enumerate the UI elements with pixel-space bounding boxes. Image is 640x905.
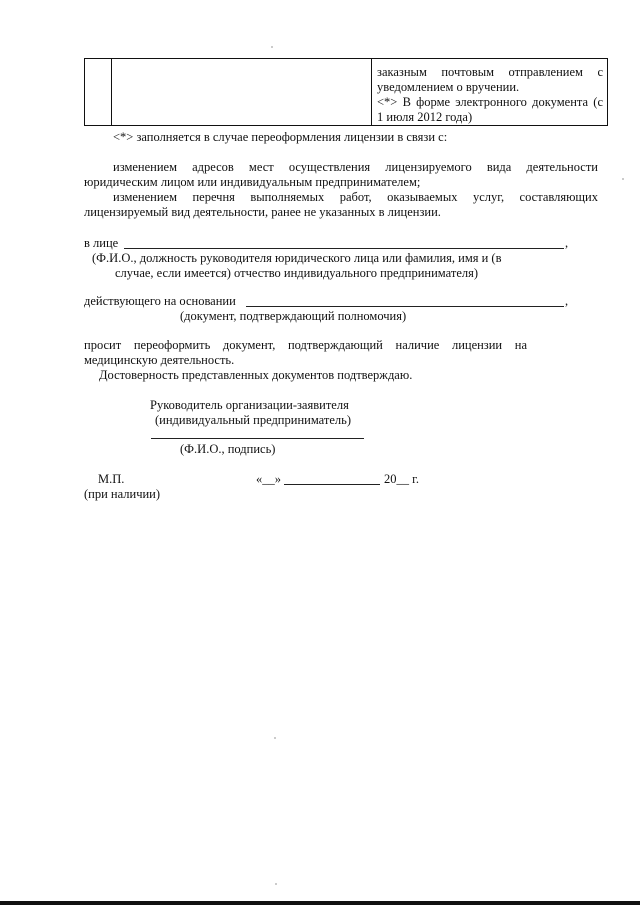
paragraph-address-change-line2: юридическим лицом или индивидуальным предпринимателем;	[84, 175, 421, 189]
basis-trailing-comma: ,	[565, 294, 569, 308]
table-cell-line: 1 июля 2012 года)	[377, 110, 473, 124]
basis-document-field[interactable]	[246, 306, 564, 307]
signature-field[interactable]	[151, 438, 364, 439]
stamp-note: (при наличии)	[84, 487, 161, 501]
table-cell-line: уведомлением о вручении.	[377, 80, 520, 94]
paragraph-works-change-line2: лицензируемый вид деятельности, ранее не указанных в лицензии.	[84, 205, 441, 219]
scan-speck	[275, 883, 277, 885]
scan-speck	[271, 46, 273, 48]
request-line2: медицинскую деятельность.	[84, 353, 235, 367]
paragraph-address-change-line1: изменением адресов мест осуществления лицензируемого вида деятельности	[113, 160, 598, 174]
date-day: «__»	[256, 472, 281, 486]
footnote: <*> заполняется в случае переоформления лицензии в связи с:	[113, 130, 448, 144]
scan-edge	[0, 901, 640, 905]
paragraph-works-change-line1: изменением перечня выполняемых работ, оказываемых услуг, составляющих	[113, 190, 598, 204]
request-line1: просит переоформить документ, подтверждающий наличие лицензии на	[84, 338, 527, 352]
confirmation-statement: Достоверность представленных документов подтверждаю.	[99, 368, 413, 382]
person-name-field[interactable]	[124, 248, 564, 249]
scan-speck	[274, 737, 276, 739]
signer-title-line2: (индивидуальный предприниматель)	[155, 413, 351, 427]
date-month-field[interactable]	[284, 484, 380, 485]
table-divider	[111, 59, 112, 125]
signature-hint: (Ф.И.О., подпись)	[180, 442, 276, 456]
table-cell-line: <*> В форме электронного документа (с	[377, 95, 603, 109]
table-cell-line: заказным почтовым отправлением с	[377, 65, 603, 79]
date-year: 20__ г.	[384, 472, 419, 486]
basis-label: действующего на основании	[84, 294, 236, 308]
basis-hint: (документ, подтверждающий полномочия)	[180, 309, 407, 323]
scan-speck	[622, 178, 624, 180]
stamp-label: М.П.	[98, 472, 125, 486]
person-hint-line1: (Ф.И.О., должность руководителя юридического лица или фамилия, имя и (в	[92, 251, 502, 265]
application-table	[84, 58, 608, 126]
person-label: в лице	[84, 236, 119, 250]
signer-title-line1: Руководитель организации-заявителя	[150, 398, 349, 412]
table-divider	[371, 59, 372, 125]
person-trailing-comma: ,	[565, 236, 569, 250]
person-hint-line2: случае, если имеется) отчество индивидуального предпринимателя)	[115, 266, 479, 280]
